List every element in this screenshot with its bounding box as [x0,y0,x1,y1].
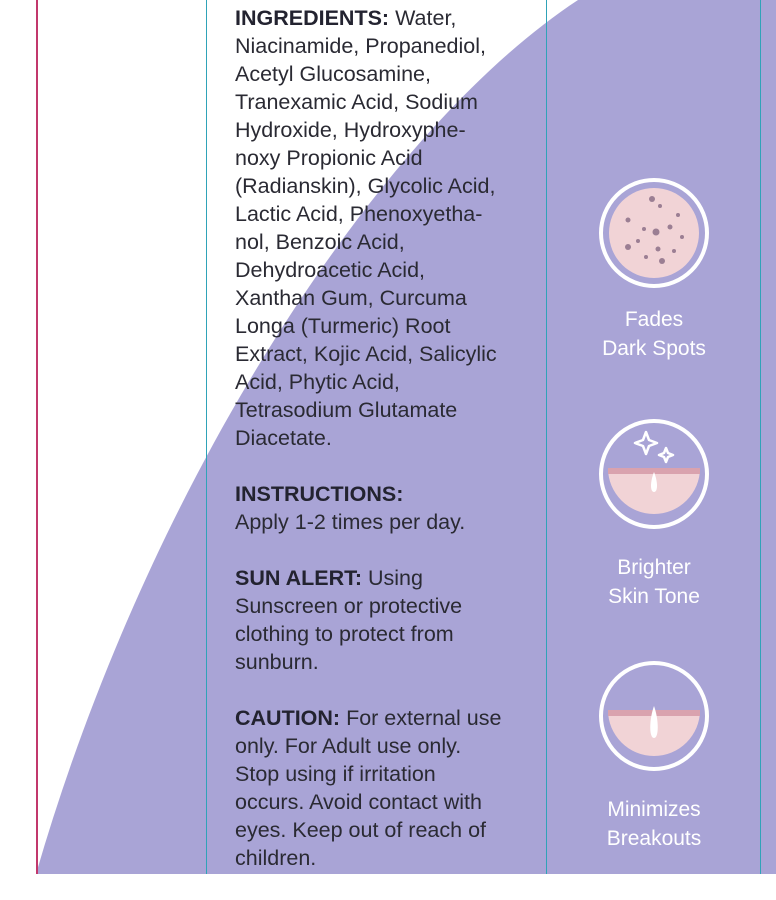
sun-alert-text: Using Sunscreen or protective clothing to protect from sunburn. [235,566,463,674]
instructions-section [235,480,535,536]
panel-guide-line [760,0,761,874]
panel-guide-line [206,0,207,874]
ingredients-section [235,4,535,452]
benefit-label: Brighter Skin Tone [608,556,700,608]
pore-icon [598,660,710,772]
benefit-skin-tone [574,418,734,611]
product-label-text [235,4,535,900]
dark-spots-icon [598,177,710,289]
caution-heading: CAUTION: [235,706,341,730]
instructions-heading: INSTRUCTIONS: [235,482,404,506]
instructions-text: Apply 1-2 times per day. [235,510,466,534]
caution-text: For external use only. For Adult use only. Stop using if irritation occurs. Avoid contact with eyes. Keep out of reach of children. [235,706,502,870]
trim-guide-line [36,0,38,874]
panel-guide-line [546,0,547,874]
ingredients-text: Water, Niacinamide, Propanediol, Acetyl Glucosamine, Tranexamic Acid, Sodium Hydroxide, Hydroxyphe- noxy Propionic Acid (Radianskin), Glycolic Acid, Lactic Acid, Phenoxyetha- nol, Benzoic Acid, Dehydroacetic Acid, Xanthan Gum, Curcuma Longa (Turmeric) Root Extract, Kojic Acid, Salicylic Acid, Phytic Acid, Tetrasodium Glutamate Diacetate. [235,6,497,450]
sun-alert-section [235,564,535,676]
caution-section [235,704,535,872]
ingredients-heading: INGREDIENTS: [235,6,390,30]
benefit-breakouts [574,660,734,853]
benefit-label: Fades Dark Spots [602,308,706,360]
sparkle-skin-icon [598,418,710,530]
benefit-label: Minimizes Breakouts [606,798,702,850]
sun-alert-heading: SUN ALERT: [235,566,363,590]
benefit-dark-spots [574,177,734,363]
